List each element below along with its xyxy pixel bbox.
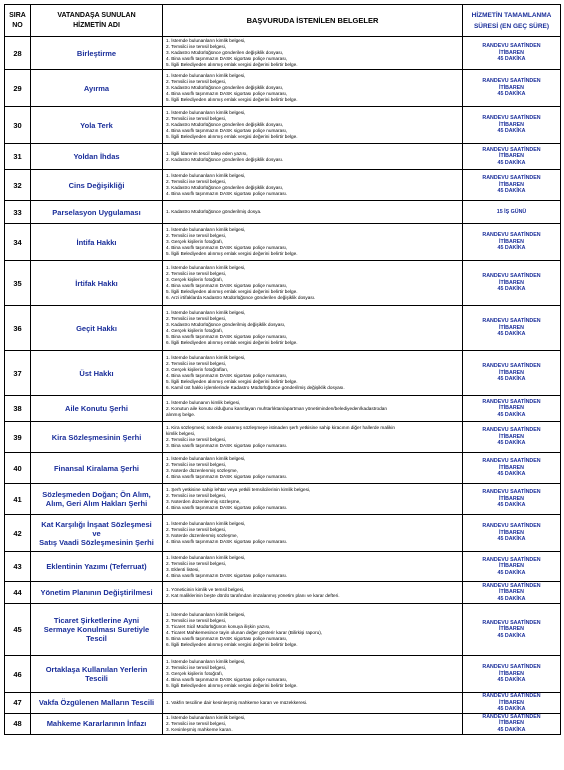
document-item: 1. İstemde bulunanların kimlik belgesi, [166, 521, 246, 526]
service-name-line: Vakfa Özgülenen Malların Tescili [38, 698, 155, 708]
header-sira-no [5, 5, 31, 37]
required-documents [163, 552, 463, 582]
document-item: 3. Gerçek kişilerin fotoğrafı, [166, 671, 224, 676]
required-documents [163, 351, 463, 396]
document-item: 4. Bina vasıflı taşınmazın DASK sigortası poliçe numarası, [166, 56, 288, 61]
table-row [5, 713, 561, 734]
header-service-name [31, 5, 163, 37]
completion-time-line: RANDEVU SAATİNDEN [482, 318, 541, 325]
completion-time [463, 515, 561, 552]
document-item: 1. Yöneticinin kimlik ve temsil belgesi, [166, 586, 245, 592]
completion-time [463, 453, 561, 484]
completion-time-line: 45 DAKİKA [497, 331, 526, 338]
completion-time-line: İTİBAREN [498, 369, 524, 376]
service-name [31, 422, 163, 453]
row-number: 39 [5, 422, 31, 453]
service-name [31, 396, 163, 422]
header-completion-time [463, 5, 561, 37]
table-body [5, 37, 561, 735]
completion-time-line: İTİBAREN [498, 699, 524, 706]
service-name-line: Alım, Geri Alım Hakları Şerhi [45, 499, 148, 508]
completion-time [463, 351, 561, 396]
document-item: 5. İlgili Belediyeden alınmış emlak vergisi değerini belirtir belge. [166, 289, 298, 294]
completion-time-line: RANDEVU SAATİNDEN [482, 619, 541, 626]
document-item: kimlik belgesi, [166, 431, 196, 436]
completion-time-line: 45 DAKİKA [497, 91, 526, 98]
document-item: 1. İstemde bulunanların kimlik belgesi, [166, 265, 246, 270]
completion-time-line: İTİBAREN [498, 720, 524, 727]
completion-time-line: RANDEVU SAATİNDEN [482, 489, 541, 496]
service-name [31, 604, 163, 656]
document-item: 2. Kadastro Müdürlüğünce gönderilen değişiklik dosyası. [166, 156, 284, 162]
service-name-line: Ticaret Şirketlerine Ayni [53, 616, 140, 625]
completion-time-line: 45 DAKİKA [497, 128, 526, 135]
document-item: 3. Gerçek kişilerin fotoğrafı, [166, 239, 224, 244]
completion-time-line: 45 DAKİKA [497, 677, 526, 684]
completion-time-line: RANDEVU SAATİNDEN [482, 232, 541, 239]
completion-time-line: 45 DAKİKA [497, 569, 526, 576]
required-documents [163, 656, 463, 693]
document-item: 2. Temsilci ise temsil belgesi, [166, 116, 227, 121]
document-item: 6. İlgili Belediyeden alınmış emlak vergisi değerini belirtir belge. [166, 641, 298, 647]
row-number: 43 [5, 552, 31, 582]
service-name-line: Sözleşmeden Doğan; Ön Alım, [42, 490, 151, 499]
header-service-name-line: HİZMETİN ADI [73, 21, 120, 29]
service-name [31, 552, 163, 582]
service-name-line: İrtifak Hakkı [75, 278, 118, 288]
document-item: 1. İstemde bulunanların kimlik belgesi, [166, 355, 246, 360]
row-number: 47 [5, 693, 31, 714]
completion-time-line: 45 DAKİKA [497, 536, 526, 543]
table-row [5, 453, 561, 484]
service-name-line: Geçit Hakkı [76, 323, 117, 333]
completion-time-line: RANDEVU SAATİNDEN [482, 398, 541, 405]
completion-time [463, 422, 561, 453]
document-item: 3. Kadastro Müdürlüğünce gönderilen değişiklik dosyası, [166, 122, 284, 127]
completion-time-line: İTİBAREN [498, 589, 524, 596]
completion-time-line: RANDEVU SAATİNDEN [482, 664, 541, 671]
service-name [31, 515, 163, 552]
document-item: 1. Kira sözleşmesi; noterde onanmış sözleşmeye istinaden şerh yetkisine sahip kiracının diğer hallerde malikin [166, 425, 396, 430]
completion-time-line: 45 DAKİKA [497, 471, 526, 478]
required-documents [163, 170, 463, 201]
row-number: 42 [5, 515, 31, 552]
service-name [31, 453, 163, 484]
completion-time [463, 484, 561, 515]
completion-time-line: İTİBAREN [498, 121, 524, 128]
service-name [31, 170, 163, 201]
completion-time-line: İTİBAREN [498, 405, 524, 412]
row-number: 45 [5, 604, 31, 656]
document-item: 1. İstemde bulunanların kimlik belgesi, [166, 714, 246, 720]
row-number: 46 [5, 656, 31, 693]
completion-time-line: 45 DAKİKA [497, 286, 526, 293]
table-row [5, 582, 561, 604]
completion-time [463, 37, 561, 70]
document-item: 2. Temsilci ise temsil belgesi, [166, 44, 227, 49]
service-name-line: Parselasyon Uygulaması [52, 207, 141, 217]
service-name-line: Yönetim Planının Değiştirilmesi [40, 588, 153, 597]
service-name-line: Birleştirme [76, 48, 117, 58]
table-row [5, 224, 561, 261]
service-name [31, 713, 163, 734]
service-name-line: İntifa Hakkı [76, 237, 117, 247]
row-number: 36 [5, 306, 31, 351]
completion-time [463, 693, 561, 714]
service-name [31, 144, 163, 170]
service-name [31, 201, 163, 224]
service-name-line: Aile Konutu Şerhi [65, 404, 128, 413]
completion-time-line: İTİBAREN [498, 670, 524, 677]
service-name [31, 306, 163, 351]
header-required-documents: BAŞVURUDA İSTENİLEN BELGELER [163, 5, 463, 37]
row-number: 29 [5, 70, 31, 107]
completion-time [463, 713, 561, 734]
completion-time-line: RANDEVU SAATİNDEN [482, 582, 541, 589]
completion-time [463, 107, 561, 144]
document-item: 1. Şerh yetkisine sahip lehtar veya yetkili temsilcilerinin kimlik belgesi, [166, 487, 311, 492]
completion-time [463, 70, 561, 107]
completion-time [463, 261, 561, 306]
document-item: 1. İstemde bulunanların kimlik belgesi, [166, 73, 246, 78]
header-completion-time-line: HİZMETİN TAMAMLANMA [471, 11, 552, 19]
document-item: 4. Bina vasıflı taşınmazın DASK sigortası poliçe numarası, [166, 373, 288, 378]
document-item: 2. Temsilci ise temsil belgesi, [166, 560, 227, 566]
document-item: 5. İlgili Belediyeden alınmış emlak vergisi değerini belirtir belge. [166, 62, 298, 67]
table-row [5, 107, 561, 144]
required-documents [163, 604, 463, 656]
service-name [31, 224, 163, 261]
document-item: 4. Bina vasıflı taşınmazın DASK sigortası poliçe numarası. [166, 474, 288, 479]
completion-time-line: RANDEVU SAATİNDEN [482, 146, 541, 153]
row-number: 44 [5, 582, 31, 604]
required-documents [163, 261, 463, 306]
document-item: 4. Bina vasıflı taşınmazın DASK sigortası poliçe numarası, [166, 128, 288, 133]
completion-time-line: RANDEVU SAATİNDEN [482, 458, 541, 465]
document-item: 1. İstemde bulunanların kimlik belgesi, [166, 456, 246, 461]
completion-time-line: İTİBAREN [498, 324, 524, 331]
document-item: 2. Temsilci ise temsil belgesi, [166, 271, 227, 276]
row-number: 37 [5, 351, 31, 396]
completion-time-line: İTİBAREN [498, 153, 524, 160]
row-number: 32 [5, 170, 31, 201]
required-documents [163, 144, 463, 170]
row-number: 28 [5, 37, 31, 70]
document-item: 2. Temsilci ise temsil belgesi, [166, 437, 227, 442]
completion-time-line: 15 İŞ GÜNÜ [496, 208, 527, 215]
document-item: 1. İstemde bulunanların kimlik belgesi, [166, 310, 246, 315]
row-number: 41 [5, 484, 31, 515]
document-item: 4. Ticaret Mahkemesince tayin olunan değer gösterir karar (Bilirkişi raporu), [166, 629, 323, 635]
completion-time [463, 306, 561, 351]
document-item: 5. İlgili Belediyeden alınmış emlak vergisi değerini belirtir belge. [166, 97, 298, 102]
service-name [31, 582, 163, 604]
table-row [5, 515, 561, 552]
document-item: 4. Bina vasıflı taşınmazın DASK sigortası poliçe numarası. [166, 505, 288, 510]
completion-time [463, 656, 561, 693]
document-item: 2. Temsilci ise temsil belgesi, [166, 79, 227, 84]
service-name [31, 351, 163, 396]
completion-time-line: İTİBAREN [498, 433, 524, 440]
completion-time-line: RANDEVU SAATİNDEN [482, 523, 541, 530]
service-name-line: Cins Değişikliği [68, 180, 125, 190]
header-sira-no-line: NO [12, 21, 23, 29]
document-item: 3. Gerçek kişilerin fotoğrafı, [166, 277, 224, 282]
document-item: 6. Kamil üst hakkı işlemlerinde Kadastro Müdürlüğünce gönderilmiş değişiklik dosyası. [166, 385, 345, 390]
document-item: 2. Temsilci ise temsil belgesi, [166, 233, 227, 238]
document-item: 2. Temsilci ise temsil belgesi, [166, 527, 227, 532]
row-number: 30 [5, 107, 31, 144]
document-item: 1. İstemde bulunanların kimlik belgesi, [166, 173, 246, 178]
completion-time [463, 396, 561, 422]
required-documents [163, 453, 463, 484]
table-row [5, 396, 561, 422]
completion-time [463, 604, 561, 656]
document-item: 3. Noterde düzenlenmiş sözleşme, [166, 533, 238, 538]
completion-time-line: 45 DAKİKA [497, 595, 526, 602]
document-item: 2. Temsilci ise temsil belgesi, [166, 720, 227, 726]
service-name-line: Kat Karşılığı İnşaat Sözleşmesi [41, 519, 152, 529]
document-item: 1. İlgili İdarenin tescil talep eden yazısı, [166, 150, 248, 156]
required-documents [163, 515, 463, 552]
completion-time-line: RANDEVU SAATİNDEN [482, 115, 541, 122]
service-name-line: Üst Hakkı [79, 368, 114, 378]
document-item: 2. Temsilci ise temsil belgesi, [166, 665, 227, 670]
table-row [5, 351, 561, 396]
completion-time-line: 45 DAKİKA [497, 440, 526, 447]
document-item: 4. Gerçek kişilerin fotoğrafı, [166, 328, 224, 333]
completion-time-line: RANDEVU SAATİNDEN [482, 427, 541, 434]
completion-time-line: İTİBAREN [498, 238, 524, 245]
completion-time-line: 45 DAKİKA [497, 188, 526, 195]
header-sira-no-line: SIRA [9, 11, 26, 19]
completion-time-line: İTİBAREN [498, 49, 524, 56]
service-name [31, 70, 163, 107]
service-name-line: Satış Vaadi Sözleşmesinin Şerhi [39, 537, 154, 547]
service-name-line: Eklentinin Yazımı (Teferruat) [46, 562, 147, 571]
required-documents [163, 70, 463, 107]
required-documents [163, 37, 463, 70]
row-number: 34 [5, 224, 31, 261]
services-table [4, 4, 561, 735]
document-item: 4. Bina vasıflı taşınmazın DASK sigortası poliçe numarası, [166, 677, 288, 682]
service-name-line: Sermaye Konulması Suretiyle [43, 625, 150, 634]
required-documents [163, 422, 463, 453]
table-row [5, 201, 561, 224]
service-name-line: Kira Sözleşmesinin Şerhi [51, 432, 142, 442]
document-item: 5. İlgili Belediyeden alınmış emlak vergisi değerini belirtir belge. [166, 251, 298, 256]
document-item: 1. İstemde bulunanın kimlik belgesi, [166, 399, 241, 405]
document-item: 2. Temsilci ise temsil belgesi, [166, 316, 227, 321]
completion-time-line: 45 DAKİKA [497, 706, 526, 712]
document-item: 1. İstemde bulunanların kimlik belgesi, [166, 110, 246, 115]
service-name-line: Yoldan İhdas [73, 152, 120, 161]
completion-time-line: İTİBAREN [498, 626, 524, 633]
document-item: alınmış belge. [166, 411, 196, 417]
service-name [31, 693, 163, 714]
header-completion-time-line: SÜRESİ (EN GEÇ SÜRE) [473, 22, 550, 30]
service-name-line: ve [92, 528, 101, 538]
service-name-line: Tescil [86, 634, 107, 643]
document-item: 4. Bina vasıflı taşınmazın DASK sigortası poliçe numarası, [166, 283, 288, 288]
row-number: 38 [5, 396, 31, 422]
document-item: 5. İlgili Belediyeden alınmış emlak vergisi değerini belirtir belge. [166, 134, 298, 139]
completion-time-line: İTİBAREN [498, 464, 524, 471]
completion-time-line: 45 DAKİKA [497, 159, 526, 166]
document-item: 3. Noterde düzenlenmiş sözleşme, [166, 468, 238, 473]
table-row [5, 37, 561, 70]
document-item: 1. İstemde bulunanların kimlik belgesi, [166, 554, 246, 560]
completion-time [463, 552, 561, 582]
completion-time-line: İTİBAREN [498, 529, 524, 536]
row-number: 40 [5, 453, 31, 484]
completion-time-line: 45 DAKİKA [497, 56, 526, 63]
required-documents [163, 693, 463, 714]
table-header-row [5, 5, 561, 37]
completion-time [463, 582, 561, 604]
completion-time [463, 144, 561, 170]
table-row [5, 484, 561, 515]
service-name-line: Tescili [85, 674, 108, 683]
table-row [5, 656, 561, 693]
document-item: 1. İstemde bulunanların kimlik belgesi, [166, 611, 246, 617]
document-item: 4. Bina vasıflı taşınmazın DASK sigortası poliçe numarası. [166, 539, 288, 544]
completion-time-line: İTİBAREN [498, 181, 524, 188]
table-row [5, 144, 561, 170]
completion-time-line: RANDEVU SAATİNDEN [482, 556, 541, 563]
document-item: 3. Kadastro Müdürlüğünce gönderilen değişiklik dosyası, [166, 50, 284, 55]
document-item: 2. Temsilci ise temsil belgesi, [166, 617, 227, 623]
document-item: 2. Temsilci ise temsil belgesi, [166, 462, 227, 467]
completion-time [463, 170, 561, 201]
service-name-line: Ayırma [83, 83, 110, 93]
completion-time-line: İTİBAREN [498, 279, 524, 286]
document-item: 2. Temsilci ise temsil belgesi, [166, 179, 227, 184]
table-row [5, 170, 561, 201]
document-item: 3. Ticaret Sicil Müdürlüğünün konuya ilişkin yazısı, [166, 623, 271, 629]
required-documents [163, 306, 463, 351]
service-name [31, 484, 163, 515]
service-name-line: Finansal Kiralama Şerhi [53, 463, 140, 473]
required-documents [163, 713, 463, 734]
completion-time-line: RANDEVU SAATİNDEN [482, 713, 541, 720]
document-item: 3. Eklenti listesi, [166, 566, 200, 572]
document-item: 1. İstemde bulunanların kimlik belgesi, [166, 227, 246, 232]
required-documents [163, 484, 463, 515]
completion-time [463, 224, 561, 261]
completion-time-line: İTİBAREN [498, 84, 524, 91]
document-item: 5. Bina vasıflı taşınmazın DASK sigortası poliçe numarası, [166, 334, 288, 339]
completion-time-line: İTİBAREN [498, 495, 524, 502]
document-item: 1. Kadastro Müdürlüğünce gönderilmiş dosya. [166, 209, 262, 214]
document-item: 2. Temsilci ise temsil belgesi, [166, 361, 227, 366]
document-item: 4. Bina vasıflı taşınmazın DASK sigortası poliçe numarası, [166, 91, 288, 96]
completion-time-line: 45 DAKİKA [497, 726, 526, 733]
document-item: 2. Temsilci ise temsil belgesi, [166, 493, 227, 498]
document-item: 4. Bina vasıflı taşınmazın DASK sigortası poliçe numarası, [166, 245, 288, 250]
service-name [31, 107, 163, 144]
table-row [5, 70, 561, 107]
service-name-line: Yola Terk [80, 120, 113, 130]
document-item: 2. Kat maliklerinin beşte dördü tarafından imzalanmış yönetim planı ve karar defteri. [166, 592, 340, 598]
completion-time-line: RANDEVU SAATİNDEN [482, 78, 541, 85]
document-item: 1. İstemde bulunanların kimlik belgesi, [166, 38, 246, 43]
document-item: 4. Bina vasıflı taşınmazın DASK sigortası poliçe numarası. [166, 191, 288, 196]
completion-time-line: RANDEVU SAATİNDEN [482, 693, 541, 699]
row-number: 48 [5, 713, 31, 734]
service-name [31, 656, 163, 693]
required-documents [163, 201, 463, 224]
table-row [5, 604, 561, 656]
completion-time-line: RANDEVU SAATİNDEN [482, 175, 541, 182]
document-item: 3. Noterden düzenlenmiş sözleşme, [166, 499, 241, 504]
completion-time-line: RANDEVU SAATİNDEN [482, 363, 541, 370]
document-item: 5. Bina vasıflı taşınmazın DASK sigortası poliçe numarası, [166, 635, 288, 641]
document-item: 4. Bina vasıflı taşınmazın DASK sigortası poliçe numarası. [166, 572, 288, 578]
table-row [5, 693, 561, 714]
document-item: 5. İlgili Belediyeden alınmış emlak vergisi değerini belirtir belge. [166, 379, 298, 384]
required-documents [163, 107, 463, 144]
header-service-name-line: VATANDAŞA SUNULAN [57, 11, 136, 19]
row-number: 31 [5, 144, 31, 170]
completion-time-line: 45 DAKİKA [497, 502, 526, 509]
table-row [5, 552, 561, 582]
required-documents [163, 396, 463, 422]
completion-time-line: 45 DAKİKA [497, 376, 526, 383]
required-documents [163, 582, 463, 604]
service-name-line: Ortaklaşa Kullanılan Yerlerin [45, 665, 148, 674]
completion-time-line: RANDEVU SAATİNDEN [482, 273, 541, 280]
document-item: 1. İstemde bulunanların kimlik belgesi, [166, 659, 246, 664]
table-row [5, 306, 561, 351]
service-name [31, 261, 163, 306]
completion-time-line: 45 DAKİKA [497, 245, 526, 252]
document-item: 3. Kadastro Müdürlüğünce gönderilen değişiklik dosyası, [166, 185, 284, 190]
document-item: 3. Bina vasıflı taşınmazın DASK sigortası poliçe numarası. [166, 443, 288, 448]
document-item: 3. Gerçek kişilerin fotoğrafları, [166, 367, 229, 372]
table-row [5, 422, 561, 453]
document-item: 6. Arzi irtifaklarda Kadastro Müdürlüğünce gönderilen değişiklik dosyası. [166, 295, 316, 300]
completion-time-line: RANDEVU SAATİNDEN [482, 43, 541, 50]
document-item: 1. Vakfın tesciline dair kesinleşmiş mahkeme kararı ve müzekkeresi. [166, 699, 308, 705]
service-name [31, 37, 163, 70]
row-number: 33 [5, 201, 31, 224]
document-item: 3. Kesinleşmiş mahkeme kararı. [166, 726, 233, 732]
services-table-sheet [4, 4, 560, 735]
table-row [5, 261, 561, 306]
completion-time [463, 201, 561, 224]
service-name-line: Mahkeme Kararlarının İnfazı [46, 719, 147, 728]
required-documents [163, 224, 463, 261]
document-item: 3. Kadastro Müdürlüğünce gönderilen değişiklik dosyası, [166, 85, 284, 90]
document-item: 2. Konutun aile konutu olduğunu kanıtlayan muhtarlıktan/apartman yönetiminden/belediyeden/kadastrodan [166, 405, 387, 411]
document-item: 6. İlgili Belediyeden alınmış emlak vergisi değerini belirtir belge. [166, 340, 298, 345]
completion-time-line: 45 DAKİKA [497, 411, 526, 418]
document-item: 5. İlgili Belediyeden alınmış emlak vergisi değerini belirtir belge. [166, 683, 298, 688]
document-item: 3. Kadastro Müdürlüğünce gönderilmiş değişiklik dosyası, [166, 322, 286, 327]
completion-time-line: İTİBAREN [498, 563, 524, 570]
row-number: 35 [5, 261, 31, 306]
completion-time-line: 45 DAKİKA [497, 632, 526, 639]
